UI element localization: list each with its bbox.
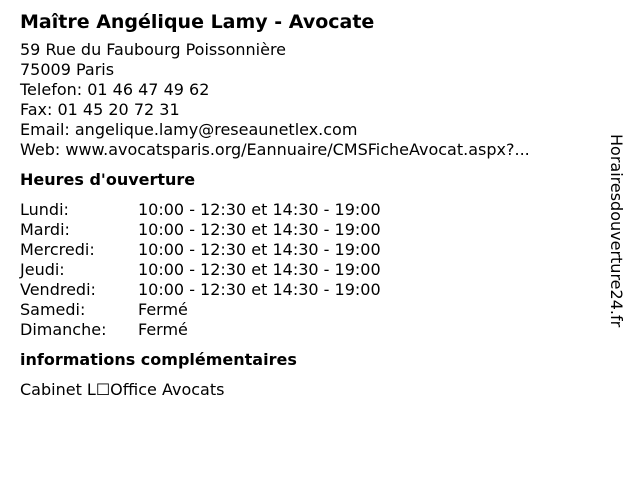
phone-line: Telefon: 01 46 47 49 62: [20, 80, 210, 99]
day-hours: 10:00 - 12:30 et 14:30 - 19:00: [138, 240, 381, 259]
hours-heading: Heures d'ouverture: [20, 170, 196, 189]
day-label: Jeudi:: [20, 260, 65, 279]
day-hours: 10:00 - 12:30 et 14:30 - 19:00: [138, 280, 381, 299]
business-card: [20, 10, 600, 400]
hours-row-tuesday: [20, 220, 381, 240]
business-name: Maître Angélique Lamy - Avocate: [20, 11, 375, 33]
day-hours: Fermé: [138, 320, 188, 339]
email-line: Email: angelique.lamy@reseaunetlex.com: [20, 120, 358, 139]
hours-row-saturday: [20, 300, 381, 320]
day-hours: 10:00 - 12:30 et 14:30 - 19:00: [138, 200, 381, 219]
hours-row-thursday: [20, 260, 381, 280]
hours-row-wednesday: [20, 240, 381, 260]
day-label: Mercredi:: [20, 240, 95, 259]
day-hours: 10:00 - 12:30 et 14:30 - 19:00: [138, 220, 381, 239]
day-label: Mardi:: [20, 220, 70, 239]
hours-row-sunday: [20, 320, 381, 340]
hours-row-friday: [20, 280, 381, 300]
info-text: Cabinet L☐Office Avocats: [20, 380, 225, 399]
day-label: Vendredi:: [20, 280, 96, 299]
day-label: Lundi:: [20, 200, 69, 219]
hours-row-monday: [20, 200, 381, 220]
day-hours: 10:00 - 12:30 et 14:30 - 19:00: [138, 260, 381, 279]
address-line1: 59 Rue du Faubourg Poissonnière: [20, 40, 287, 59]
address-line2: 75009 Paris: [20, 60, 115, 79]
fax-line: Fax: 01 45 20 72 31: [20, 100, 180, 119]
day-hours: Fermé: [138, 300, 188, 319]
info-heading: informations complémentaires: [20, 350, 297, 369]
web-line: Web: www.avocatsparis.org/Eannuaire/CMSFicheAvocat.aspx?...: [20, 140, 530, 159]
opening-hours-table: [20, 200, 381, 340]
day-label: Samedi:: [20, 300, 86, 319]
site-watermark: Horairesdouverture24.fr: [607, 134, 626, 328]
day-label: Dimanche:: [20, 320, 107, 339]
